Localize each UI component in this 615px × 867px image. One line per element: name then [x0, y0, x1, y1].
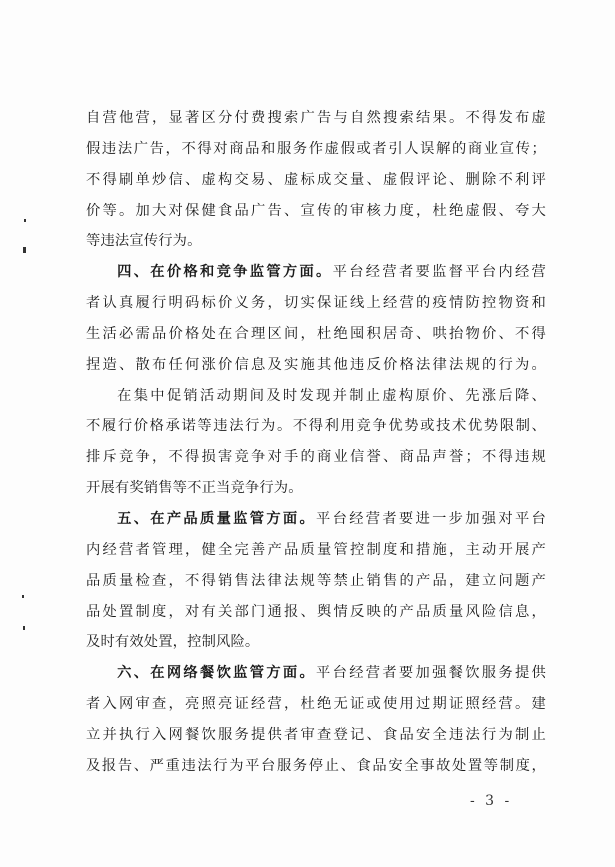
- text-line: 立并执行入网餐饮服务提供者审查登记、食品安全违法行为制止: [86, 726, 546, 743]
- text-line: 者认真履行明码标价义务，切实保证线上经营的疫情防控物资和: [86, 295, 546, 312]
- section-text: 平台经营者要加强餐饮服务提供: [316, 665, 546, 682]
- section-text: 平台经营者要监督平台内经营: [332, 264, 546, 281]
- binding-hole-mark: [24, 219, 26, 222]
- text-line: 不得刷单炒信、虚构交易、虚标成交量、虚假评论、删除不利评: [86, 171, 546, 188]
- section-first-line: [86, 658, 546, 689]
- text-line: 不履行价格承诺等违法行为。不得利用竞争优势或技术优势限制、: [86, 418, 546, 435]
- text-line: 品处置制度，对有关部门通报、舆情反映的产品质量风险信息，: [86, 603, 546, 620]
- text-line: 排斥竞争，不得损害竞争对手的商业信誉、商品声誉；不得违规: [86, 449, 546, 466]
- text-line: 价等。加大对保健食品广告、宣传的审核力度，杜绝虚假、夸大: [86, 202, 546, 219]
- paragraph-first-line: [86, 381, 546, 412]
- text-line: 假违法广告，不得对商品和服务作虚假或者引人误解的商业宣传；: [86, 140, 546, 157]
- text-line: 者入网审查，亮照亮证经营，杜绝无证或使用过期证照经营。建: [86, 696, 546, 713]
- text-line: 等违法宣传行为。: [86, 233, 202, 250]
- text-line: 及时有效处置，控制风险。: [86, 634, 260, 651]
- binding-hole-mark: [23, 626, 25, 630]
- text-line: 生活必需品价格处在合理区间，杜绝囤积居奇、哄抬物价、不得: [86, 325, 546, 342]
- document-body: [86, 103, 546, 782]
- text-line: 内经营者管理，健全完善产品质量管控制度和措施，主动开展产: [86, 541, 546, 558]
- section-first-line: [86, 257, 546, 288]
- binding-hole-mark: [22, 595, 24, 598]
- text-line: 自营他营，显著区分付费搜索广告与自然搜索结果。不得发布虚: [86, 110, 546, 126]
- section-text: 平台经营者要进一步加强对平台: [316, 510, 546, 527]
- text-line: 开展有奖销售等不正当竞争行为。: [86, 480, 303, 497]
- text-line: 捏造、散布任何涨价信息及实施其他违反价格法律法规的行为。: [86, 356, 546, 373]
- text-line: 品质量检查，不得销售法律法规等禁止销售的产品，建立问题产: [86, 572, 546, 589]
- section-heading: 五、在产品质量监管方面。: [115, 510, 317, 527]
- section-first-line: [86, 504, 546, 535]
- paragraph-text: 在集中促销活动期间及时发现并制止虚构原价、先涨后降、: [115, 387, 546, 404]
- section-heading: 四、在价格和竞争监管方面。: [115, 264, 333, 281]
- binding-hole-mark: [23, 247, 26, 253]
- text-line: 及报告、严重违法行为平台服务停止、食品安全事故处置等制度，: [86, 757, 546, 774]
- section-heading: 六、在网络餐饮监管方面。: [115, 665, 317, 682]
- page-number: - 3 -: [470, 793, 513, 809]
